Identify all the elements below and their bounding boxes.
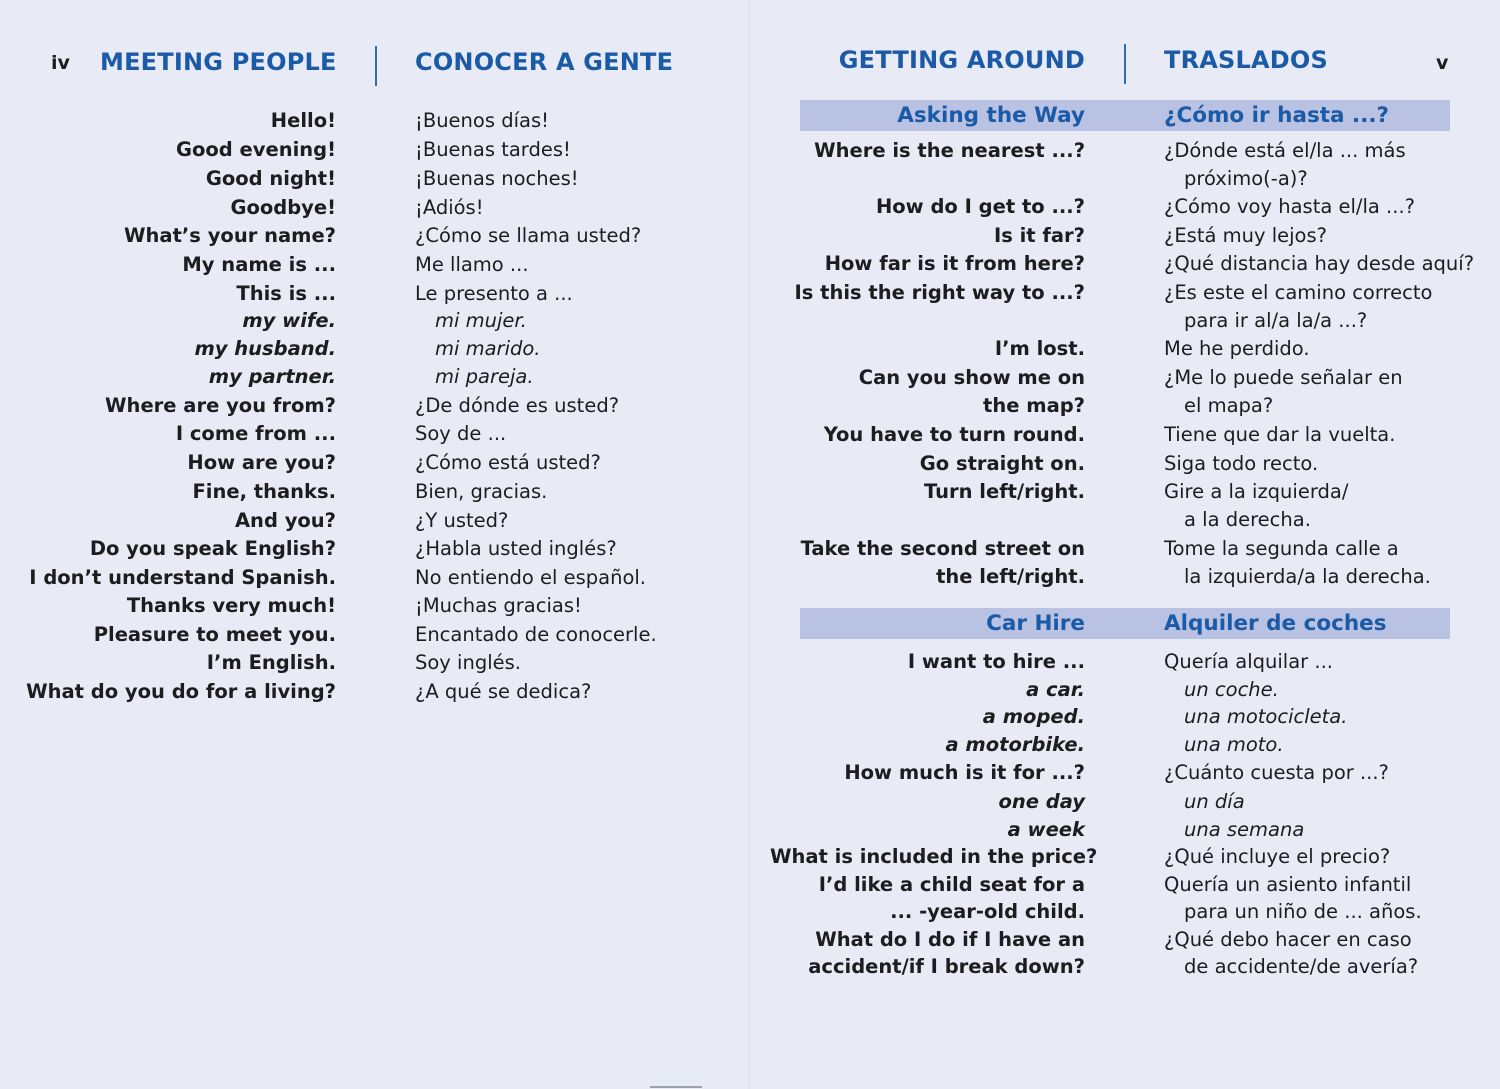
phrase-en: My name is ... — [182, 253, 336, 276]
heading-conocer-a-gente: CONOCER A GENTE — [415, 48, 674, 76]
section-title-en: Asking the Way — [897, 103, 1085, 128]
phrase-en: Can you show me on — [858, 366, 1085, 389]
heading-getting-around: GETTING AROUND — [838, 46, 1085, 74]
phrase-es: mi marido. — [435, 337, 541, 360]
phrase-es: ¡Buenas tardes! — [415, 138, 571, 161]
phrase-es: ¿Y usted? — [415, 509, 509, 532]
phrase-en: Do you speak English? — [89, 537, 336, 560]
phrase-es: un coche. — [1184, 678, 1279, 701]
phrase-es: Bien, gracias. — [415, 480, 548, 503]
phrase-en: I’m lost. — [994, 337, 1085, 360]
phrase-es: para un niño de ... años. — [1184, 900, 1422, 923]
phrase-es: ¡Buenos días! — [415, 109, 549, 132]
phrase-en: Pleasure to meet you. — [93, 623, 336, 646]
phrase-es: ¿Qué distancia hay desde aquí? — [1164, 252, 1475, 275]
phrase-es: Soy inglés. — [415, 651, 521, 674]
phrase-en: Good evening! — [175, 138, 336, 161]
bottom-mark — [650, 1086, 702, 1088]
phrase-en: What is included in the price? — [770, 845, 1098, 868]
phrase-en: I’m English. — [206, 651, 336, 674]
phrase-es: una motocicleta. — [1184, 705, 1348, 728]
phrase-en: Where is the nearest ...? — [814, 139, 1085, 162]
phrase-es: Le presento a ... — [415, 282, 573, 305]
phrase-es: Quería un asiento infantil — [1164, 873, 1412, 896]
phrase-en: one day — [998, 790, 1085, 813]
phrase-en: You have to turn round. — [823, 423, 1085, 446]
heading-divider-left — [375, 46, 377, 86]
phrase-es: Me llamo ... — [415, 253, 529, 276]
phrase-en: the left/right. — [936, 565, 1085, 588]
phrase-es: ¿Cuánto cuesta por ...? — [1164, 761, 1389, 784]
page-number-left: iv — [51, 52, 70, 74]
phrase-es: Gire a la izquierda/ — [1164, 480, 1349, 503]
phrase-es: Quería alquilar ... — [1164, 650, 1333, 673]
phrase-es: Me he perdido. — [1164, 337, 1310, 360]
phrase-en: my husband. — [194, 337, 336, 360]
phrase-en: Where are you from? — [105, 394, 336, 417]
phrase-en: ... -year-old child. — [890, 900, 1085, 923]
phrase-es: de accidente/de avería? — [1184, 955, 1419, 978]
phrase-es: No entiendo el español. — [415, 566, 647, 589]
phrase-en: Is this the right way to ...? — [794, 281, 1085, 304]
phrase-es: ¡Adiós! — [415, 196, 484, 219]
section-title-es: ¿Cómo ir hasta ...? — [1164, 103, 1389, 128]
phrase-es: la izquierda/a la derecha. — [1184, 565, 1431, 588]
phrase-es: Tiene que dar la vuelta. — [1164, 423, 1396, 446]
phrase-en: a car. — [1026, 678, 1085, 701]
heading-divider-right — [1124, 44, 1126, 84]
phrase-en: This is ... — [236, 282, 336, 305]
phrase-es: mi pareja. — [435, 365, 534, 388]
phrase-en: a week — [1007, 818, 1085, 841]
phrase-es: ¿Cómo se llama usted? — [415, 224, 642, 247]
phrase-es: Encantado de conocerle. — [415, 623, 657, 646]
phrase-es: ¿De dónde es usted? — [415, 394, 620, 417]
phrase-en: How are you? — [187, 451, 336, 474]
phrase-en: How do I get to ...? — [875, 195, 1085, 218]
heading-traslados: TRASLADOS — [1164, 46, 1328, 74]
phrase-en: Hello! — [270, 109, 336, 132]
page-number-right: v — [1436, 52, 1449, 74]
phrase-es: ¿Qué debo hacer en caso — [1164, 928, 1412, 951]
section-title-en: Car Hire — [986, 611, 1085, 636]
phrase-en: Good night! — [205, 167, 336, 190]
phrase-en: I’d like a child seat for a — [818, 873, 1085, 896]
phrase-en: What do I do if I have an — [815, 928, 1085, 951]
phrase-es: ¿Me lo puede señalar en — [1164, 366, 1403, 389]
phrase-en: Go straight on. — [919, 452, 1085, 475]
phrase-en: Is it far? — [993, 224, 1085, 247]
phrase-en: What do you do for a living? — [26, 680, 336, 703]
phrase-en: a moped. — [982, 705, 1085, 728]
phrase-es: ¡Muchas gracias! — [415, 594, 582, 617]
phrase-en: I want to hire ... — [907, 650, 1085, 673]
phrase-es: ¿Es este el camino correcto — [1164, 281, 1433, 304]
phrase-es: mi mujer. — [435, 309, 527, 332]
phrase-en: I don’t understand Spanish. — [29, 566, 336, 589]
phrase-es: ¡Buenas noches! — [415, 167, 579, 190]
phrase-en: Goodbye! — [230, 196, 336, 219]
phrase-en: I come from ... — [175, 422, 336, 445]
heading-meeting-people: MEETING PEOPLE — [100, 48, 337, 76]
phrase-en: What’s your name? — [124, 224, 336, 247]
phrase-en: my wife. — [242, 309, 336, 332]
phrase-en: And you? — [234, 509, 336, 532]
page-gutter — [749, 0, 750, 1089]
phrase-en: How far is it from here? — [824, 252, 1085, 275]
phrase-en: Thanks very much! — [126, 594, 336, 617]
section-title-es: Alquiler de coches — [1164, 611, 1387, 636]
phrase-es: ¿Cómo voy hasta el/la ...? — [1164, 195, 1415, 218]
phrase-es: el mapa? — [1184, 394, 1274, 417]
phrase-en: Fine, thanks. — [192, 480, 336, 503]
phrase-en: Take the second street on — [800, 537, 1085, 560]
phrase-es: a la derecha. — [1184, 508, 1311, 531]
phrase-es: ¿Habla usted inglés? — [415, 537, 617, 560]
phrase-en: a motorbike. — [945, 733, 1085, 756]
phrase-es: ¿Cómo está usted? — [415, 451, 601, 474]
phrase-es: ¿A qué se dedica? — [415, 680, 592, 703]
phrase-es: una semana — [1184, 818, 1305, 841]
phrase-es: ¿Dónde está el/la ... más — [1164, 139, 1406, 162]
phrase-es: ¿Está muy lejos? — [1164, 224, 1327, 247]
phrase-es: ¿Qué incluye el precio? — [1164, 845, 1391, 868]
phrase-es: Siga todo recto. — [1164, 452, 1319, 475]
phrase-en: How much is it for ...? — [844, 761, 1085, 784]
phrase-es: un día — [1184, 790, 1245, 813]
phrase-en: accident/if I break down? — [808, 955, 1085, 978]
phrase-es: Tome la segunda calle a — [1164, 537, 1399, 560]
phrase-en: Turn left/right. — [923, 480, 1085, 503]
phrase-en: the map? — [983, 394, 1085, 417]
phrase-es: Soy de ... — [415, 422, 507, 445]
phrase-es: para ir al/a la/a ...? — [1184, 309, 1368, 332]
phrase-es: próximo(-a)? — [1184, 167, 1308, 190]
phrase-en: my partner. — [208, 365, 336, 388]
phrase-es: una moto. — [1184, 733, 1284, 756]
